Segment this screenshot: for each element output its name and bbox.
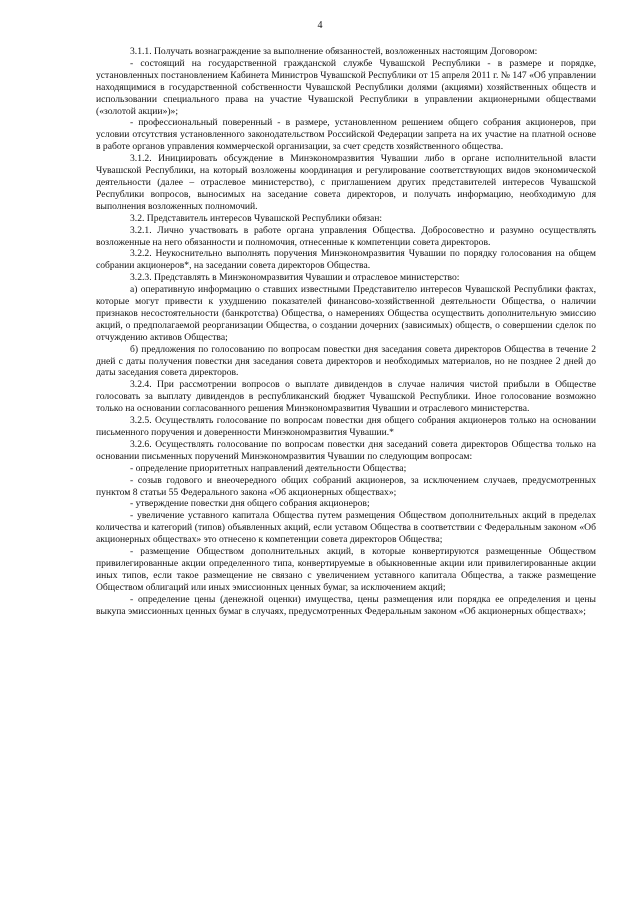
paragraph-3-2-2: 3.2.2. Неукоснительно выполнять поручения Минэкономразвития Чувашии по порядку голосования на общем собрании акционеров*, на заседании совета директоров Общества. (96, 248, 596, 272)
paragraph-3-2-6: 3.2.6. Осуществлять голосование по вопросам повестки дня заседаний совета директоров Общества только на основании письменных поручений Минэкономразвития Чувашии по следующим вопросам: (96, 438, 596, 462)
paragraph-3-2-3-b: б) предложения по голосованию по вопросам повестки дня заседания совета директоров Общества в течение 2 дней с даты получения повестки дня заседания совета директоров и необходимых материалов, но не позднее 2 дней до даты заседания совета директоров. (96, 343, 596, 379)
paragraph-3-2-3-a: а) оперативную информацию о ставших известными Представителю интересов Чувашской Республики фактах, которые могут привести к ухудшению показателей финансово-хозяйственной деятельности Общества, о наличии признаков несостоятельности (банкротства) Общества, о намерениях Общества осуществить дополнительную эмиссию акций, о предполагаемой реорганизации Общества, о создании дочерних (зависимых) обществ, о совершении сделок по отчуждению активов Общества; (96, 284, 596, 343)
paragraph-3-2-1: 3.2.1. Лично участвовать в работе органа управления Общества. Добросовестно и разумно осуществлять возложенные на него обязанности и полномочия, отнесенные к компетенции совета директоров. (96, 224, 596, 248)
list-item-capital-increase: - увеличение уставного капитала Общества путем размещения Обществом дополнительных акций в пределах количества и категорий (типов) объявленных акций, если уставом Общества в соответствии с Федеральным законом «Об акционерных обществах» это отнесено к компетенции совета директоров Общества; (96, 510, 596, 546)
list-item-agenda: - утверждение повестки дня общего собрания акционеров; (130, 498, 370, 510)
paragraph-professional-attorney: - профессиональный поверенный - в размере, установленном решением общего собрания акционеров, при условии отсутствия установленного законодательством Российской Федерации запрета на их участие на платной основе в работе органов управления коммерческой организации, за счет средств хозяйственного общества. (96, 117, 596, 153)
list-item-priorities: - определение приоритетных направлений деятельности Общества; (130, 462, 407, 474)
paragraph-3-1-1: 3.1.1. Получать вознаграждение за выполнение обязанностей, возложенных настоящим Договором: (130, 46, 538, 57)
list-item-share-placement: - размещение Обществом дополнительных акций, в которые конвертируются размещенные Обществом привилегированные акции определенного типа, конвертируемые в обыкновенные акции или привилегированные акции иных типов, если такое размещение не связано с увеличением уставного капитала Общества, а также размещение Обществом облигаций или иных эмиссионных ценных бумаг, за исключением акций; (96, 546, 596, 593)
paragraph-3-1-2: 3.1.2. Инициировать обсуждение в Минэкономразвития Чувашии либо в органе исполнительной власти Чувашской Республики, на который возложены координация и регулирование соответствующих видов экономической деятельности (далее – отраслевое министерство), с приглашением других представителей интересов Чувашской Республики вопросов, выносимых на заседание совета директоров, и получать информацию, необходимую для выполнения возложенных полномочий. (96, 153, 596, 212)
list-item-price-determination: - определение цены (денежной оценки) имущества, цены размещения или порядка ее определения и цены выкупа эмиссионных ценных бумаг в случаях, предусмотренных Федеральным законом «Об акционерных обществах»; (96, 593, 596, 617)
page-number: 4 (317, 20, 323, 31)
paragraph-3-2-5: 3.2.5. Осуществлять голосование по вопросам повестки дня общего собрания акционеров только на основании письменного поручения и доверенности Минэкономразвития Чувашии.* (96, 415, 596, 438)
paragraph-3-2-4: 3.2.4. При рассмотрении вопросов о выплате дивидендов в случае наличия чистой прибыли в Обществе голосовать за выплату дивидендов в республиканский бюджет Чувашской Республики. Иное голосование возможно только на основании согласованного решения Минэкономразвития Чувашии и отраслевого министерства. (96, 379, 596, 415)
paragraph-3-2: 3.2. Представитель интересов Чувашской Республики обязан: (130, 212, 383, 224)
paragraph-3-2-3: 3.2.3. Представлять в Минэкономразвития Чувашии и отраслевое министерство: (130, 272, 460, 284)
paragraph-civil-servant: - состоящий на государственной гражданской службе Чувашской Республики - в размере и порядке, установленных постановлением Кабинета Министров Чувашской Республики от 15 апреля 2011 г. № 147 «Об управлении находящимися в государственной собственности Чувашской Республики долями (акциями) хозяйственных обществ и использовании специального права на участие Чувашской Республики в управлении акционерными обществами («золотой акции»)»; (96, 57, 596, 117)
list-item-meetings: - созыв годового и внеочередного общих собраний акционеров, за исключением случаев, предусмотренных пунктом 8 статьи 55 Федерального закона «Об акционерных обществах»; (96, 474, 596, 498)
document-body (96, 46, 596, 618)
